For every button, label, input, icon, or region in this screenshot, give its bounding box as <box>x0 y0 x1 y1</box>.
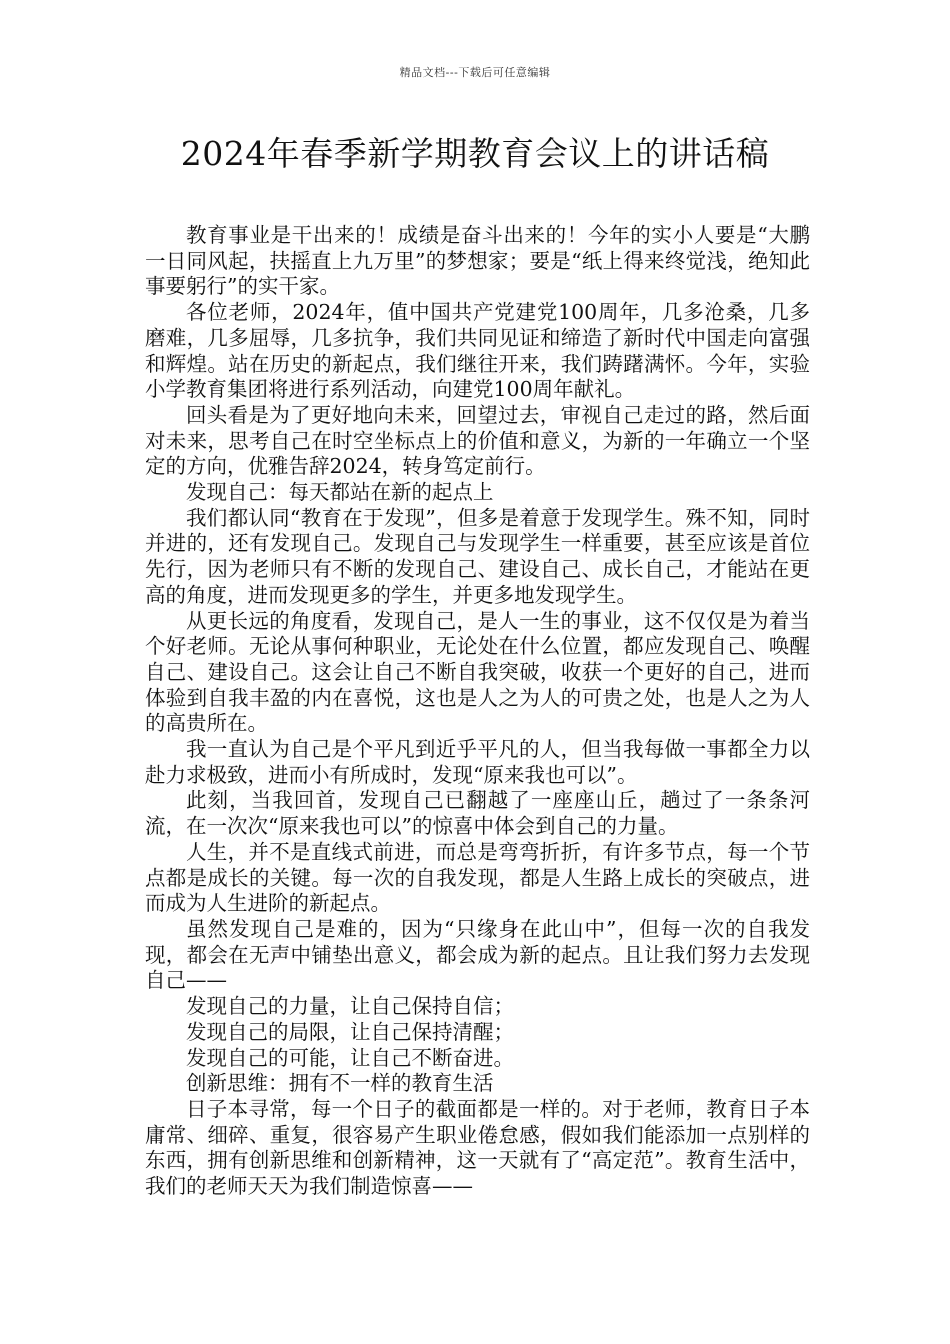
paragraph: 我们都认同“教育在于发现”，但多是着意于发现学生。殊不知，同时并进的，还有发现自己。发现自己与发现学生一样重要，甚至应该是首位先行，因为老师只有不断的发现自己、建设自己、成长自己，才能站在更高的角度，进而发现更多的学生，并更多地发现学生。 <box>145 505 810 607</box>
document-body <box>145 223 810 1200</box>
paragraph: 人生，并不是直线式前进，而总是弯弯折折，有许多节点，每一个节点都是成长的关键。每一次的自我发现，都是人生路上成长的突破点，进而成为人生进阶的新起点。 <box>145 839 810 916</box>
header-note: 精品文档---下载后可任意编辑 <box>399 66 551 79</box>
paragraph: 回头看是为了更好地向未来，回望过去，审视自己走过的路，然后面对未来，思考自己在时空坐标点上的价值和意义，为新的一年确立一个坚定的方向，优雅告辞2024，转身笃定前行。 <box>145 402 810 479</box>
paragraph: 此刻，当我回首，发现自己已翻越了一座座山丘，趟过了一条条河流，在一次次“原来我也可以”的惊喜中体会到自己的力量。 <box>145 788 810 839</box>
list-line: 发现自己的力量，让自己保持自信； <box>186 994 514 1019</box>
list-line: 发现自己的可能，让自己不断奋进。 <box>186 1045 514 1070</box>
paragraph: 虽然发现自己是难的，因为“只缘身在此山中”，但每一次的自我发现，都会在无声中铺垫出意义，都会成为新的起点。且让我们努力去发现自己—— <box>145 916 810 993</box>
document-title: 2024年春季新学期教育会议上的讲话稿 <box>180 134 770 173</box>
section-heading: 创新思维：拥有不一样的教育生活 <box>186 1071 494 1096</box>
list-line: 发现自己的局限，让自己保持清醒； <box>186 1019 514 1044</box>
section-heading: 发现自己：每天都站在新的起点上 <box>186 480 494 505</box>
paragraph: 各位老师，2024年，值中国共产党建党100周年，几多沧桑，几多磨难，几多屈辱，几多抗争，我们共同见证和缔造了新时代中国走向富强和辉煌。站在历史的新起点，我们继往开来，我们踌躇满怀。今年，实验小学教育集团将进行系列活动，向建党100周年献礼。 <box>145 300 810 402</box>
paragraph: 教育事业是干出来的！成绩是奋斗出来的！今年的实小人要是“大鹏一日同风起，扶摇直上九万里”的梦想家；要是“纸上得来终觉浅，绝知此事要躬行”的实干家。 <box>145 223 810 299</box>
paragraph: 从更长远的角度看，发现自己，是人一生的事业，这不仅仅是为着当个好老师。无论从事何种职业，无论处在什么位置，都应发现自己、唤醒自己、建设自己。这会让自己不断自我突破，收获一个更好的自己，进而体验到自我丰盈的内在喜悦，这也是人之为人的可贵之处，也是人之为人的高贵所在。 <box>145 608 810 736</box>
paragraph: 我一直认为自己是个平凡到近乎平凡的人，但当我每做一事都全力以赴力求极致，进而小有所成时，发现“原来我也可以”。 <box>145 737 810 787</box>
paragraph: 日子本寻常，每一个日子的截面都是一样的。对于老师，教育日子本庸常、细碎、重复，很容易产生职业倦怠感，假如我们能添加一点别样的东西，拥有创新思维和创新精神，这一天就有了“高定范”。教育生活中，我们的老师天天为我们制造惊喜—— <box>145 1096 810 1199</box>
